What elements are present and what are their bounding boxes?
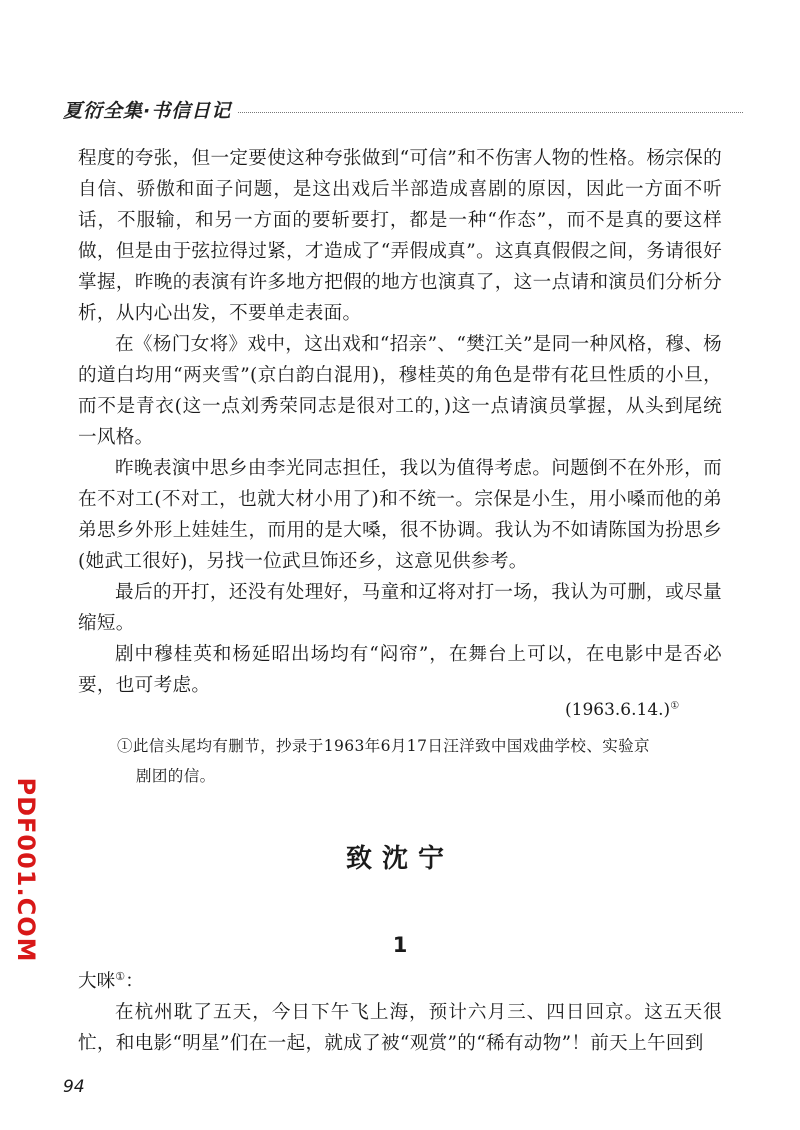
- new-letter-body: [78, 966, 722, 1059]
- header-dotted-rule: [238, 112, 743, 113]
- section-title: 致沈宁: [345, 844, 454, 874]
- salutation-footnote-marker: ①: [115, 969, 126, 983]
- watermark-text: PDF001.COM: [12, 777, 40, 963]
- salutation-text: 大咪: [78, 971, 116, 992]
- letter-date: [565, 700, 679, 720]
- letter-number: 1: [392, 933, 408, 957]
- page-number: 94: [63, 1077, 85, 1097]
- footnote-line-2: 剧团的信。: [136, 767, 216, 785]
- paragraph-5: 剧中穆桂英和杨延昭出场均有“闷帘”，在舞台上可以，在电影中是否必要，也可考虑。: [78, 644, 722, 696]
- salutation-colon: ：: [125, 971, 144, 992]
- salutation: [78, 966, 722, 997]
- running-header: [63, 92, 743, 124]
- footnote-marker: ①: [670, 700, 680, 712]
- paragraph-2: 在《杨门女将》戏中，这出戏和“招亲”、“樊江关”是同一种风格，穆、杨的道白均用“两夹雪”(京白韵白混用)，穆桂英的角色是带有花旦性质的小旦，而不是青衣(这一点刘秀荣同志是很对工的，)这一点请演员掌握，从头到尾统一风格。: [78, 334, 722, 448]
- footnote: [117, 731, 722, 791]
- footnote-line-1: ①此信头尾均有删节，抄录于1963年6月17日汪洋致中国戏曲学校、实验京: [117, 737, 650, 755]
- date-text: (1963.6.14.): [565, 700, 671, 720]
- header-title: 夏衍全集·书信日记: [63, 100, 232, 122]
- letter-body-continued: [78, 143, 722, 701]
- letter-paragraph-1: 在杭州耽了五天，今日下午飞上海，预计六月三、四日回京。这五天很忙，和电影“明星”们在一起，就成了被“观赏”的“稀有动物”！前天上午回到: [78, 1002, 722, 1054]
- paragraph-3: 昨晚表演中思乡由李光同志担任，我以为值得考虑。问题倒不在外形，而在不对工(不对工，也就大材小用了)和不统一。宗保是小生，用小嗓而他的弟弟思乡外形上娃娃生，而用的是大嗓，很不协调。我认为不如请陈国为扮思乡(她武工很好)，另找一位武旦饰还乡，这意见供参考。: [78, 458, 722, 572]
- paragraph-4: 最后的开打，还没有处理好，马童和辽将对打一场，我认为可删，或尽量缩短。: [78, 582, 722, 634]
- paragraph-1: 程度的夸张，但一定要使这种夸张做到“可信”和不伤害人物的性格。杨宗保的自信、骄傲和面子问题，是这出戏后半部造成喜剧的原因，因此一方面不听话，不服输，和另一方面的要斩要打，都是一种“作态”，而不是真的要这样做，但是由于弦拉得过紧，才造成了“弄假成真”。这真真假假之间，务请很好掌握，昨晚的表演有许多地方把假的地方也演真了，这一点请和演员们分析分析，从内心出发，不要单走表面。: [78, 148, 722, 324]
